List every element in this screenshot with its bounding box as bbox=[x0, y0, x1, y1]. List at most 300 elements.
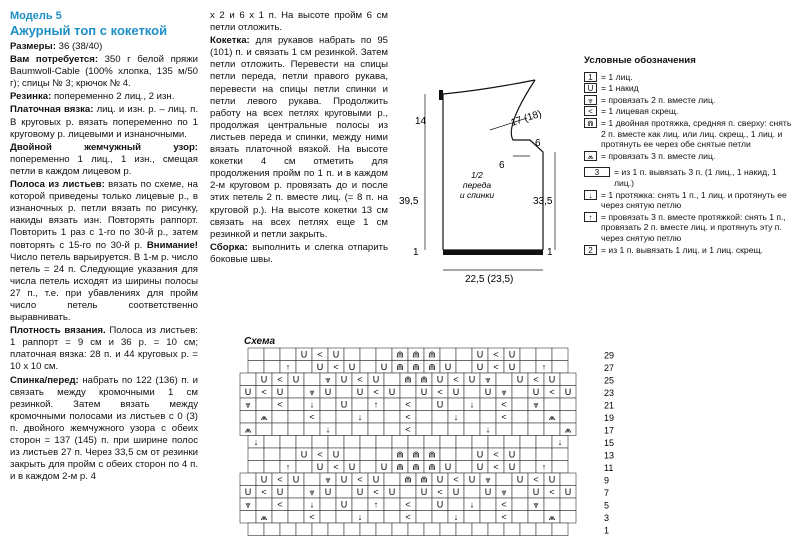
chart-cell bbox=[536, 523, 552, 536]
chart-symbol: < bbox=[493, 462, 499, 472]
chart-cell bbox=[328, 436, 344, 449]
chart-cell bbox=[320, 511, 336, 524]
chart-symbol: ⋒ bbox=[428, 462, 436, 472]
materials-paragraph: Вам потребуется: 350 г белой пряжи Baumwoll-Cable (100% хлопка, 135 м/50 г); спицы № 3; крючок № 4. bbox=[10, 54, 198, 90]
chart-cell bbox=[384, 411, 400, 424]
chart-cell bbox=[552, 523, 568, 536]
chart-cell bbox=[376, 523, 392, 536]
chart-cell bbox=[288, 511, 304, 524]
chart-cell bbox=[472, 436, 488, 449]
legend-text: = 1 двойная протяжка, средняя п. сверху: снять 2 п. вместе как лиц. или лиц. скрещ., 1 лиц. и протянуть ее через обе снятые петли bbox=[601, 117, 792, 150]
chart-cell bbox=[272, 511, 288, 524]
chart-symbol: U bbox=[276, 387, 284, 397]
chart-cell bbox=[512, 386, 528, 399]
chart-symbol: U bbox=[444, 362, 452, 372]
chart-symbol: ↑ bbox=[541, 362, 547, 372]
chart-cell bbox=[520, 361, 536, 374]
chart-symbol: ⋒ bbox=[404, 374, 412, 385]
chart-symbol: U bbox=[484, 387, 492, 397]
chart-cell bbox=[384, 498, 400, 511]
legend-item bbox=[584, 118, 796, 150]
chart-symbol: U bbox=[380, 462, 388, 472]
chart-symbol: ⋒ bbox=[412, 449, 420, 460]
dim-label: 6 bbox=[535, 138, 541, 149]
chart-symbol: < bbox=[437, 487, 443, 497]
chart-cell bbox=[560, 473, 576, 486]
chart-row-number: 27 bbox=[604, 363, 615, 373]
chart-row-number: 3 bbox=[604, 513, 610, 523]
chart-row-number: 29 bbox=[604, 350, 615, 361]
chart-cell bbox=[432, 511, 448, 524]
chart-symbol: < bbox=[453, 474, 459, 485]
chart-symbol: ↓ bbox=[253, 437, 259, 447]
chart-cell bbox=[440, 348, 456, 361]
chart-symbol: U bbox=[516, 374, 524, 385]
chart-symbol: ⩔ bbox=[533, 399, 539, 410]
chart-symbol: ⩔ bbox=[245, 399, 251, 410]
chart-cell bbox=[496, 423, 512, 436]
chart-cell bbox=[416, 498, 432, 511]
sizes-paragraph: Размеры: 36 (38/40) bbox=[10, 41, 103, 52]
chart-symbol: U bbox=[420, 487, 428, 497]
chart-cell bbox=[352, 398, 368, 411]
chart-cell bbox=[352, 423, 368, 436]
chart-symbol: < bbox=[277, 399, 283, 410]
chart-cell bbox=[432, 411, 448, 424]
legend-text: = 1 лиц. bbox=[601, 71, 633, 82]
chart-symbol: U bbox=[332, 349, 340, 360]
chart-symbol: ⩕ bbox=[260, 512, 268, 522]
chart-cell bbox=[288, 386, 304, 399]
legend-symbol-icon: < bbox=[584, 106, 597, 116]
chart-cell bbox=[280, 436, 296, 449]
chart-cell bbox=[504, 523, 520, 536]
chart-cell bbox=[384, 373, 400, 386]
dim-label: 6 bbox=[499, 160, 505, 171]
chart-cell bbox=[496, 473, 512, 486]
chart-symbol: ↓ bbox=[309, 499, 315, 510]
model-label: Модель 5 bbox=[10, 10, 62, 22]
top-rib bbox=[439, 90, 443, 100]
legend-symbol-icon: 3 bbox=[584, 167, 610, 177]
chart-cell bbox=[512, 511, 528, 524]
chart-cell bbox=[528, 423, 544, 436]
chart-cell bbox=[560, 511, 576, 524]
chart-cell bbox=[408, 436, 424, 449]
chart-cell bbox=[536, 436, 552, 449]
chart-symbol: ⋒ bbox=[428, 349, 436, 360]
legend-item bbox=[584, 212, 796, 244]
chart-symbol: ⩕ bbox=[548, 512, 556, 522]
chart-symbol: U bbox=[508, 462, 516, 472]
legend-text: = провязать 3 п. вместе протяжкой: снять 1 п., провязать 2 п. вместе лиц. и протянуть эту п. через снятую петлю bbox=[601, 211, 786, 243]
chart-cell bbox=[512, 486, 528, 499]
chart-symbol: < bbox=[357, 474, 363, 485]
legend-text: = 1 протяжка: снять 1 п., 1 лиц. и протянуть ее через снятую петлю bbox=[601, 189, 787, 211]
chart-cell bbox=[240, 373, 256, 386]
chart-symbol: U bbox=[508, 349, 516, 360]
chart-cell bbox=[520, 348, 536, 361]
chart-cell bbox=[456, 448, 472, 461]
chart-cell bbox=[336, 411, 352, 424]
chart-cell bbox=[392, 436, 408, 449]
chart-cell bbox=[560, 373, 576, 386]
legend-item bbox=[584, 151, 796, 162]
chart-symbol: < bbox=[549, 487, 555, 497]
chart-cell bbox=[416, 411, 432, 424]
chart-cell bbox=[344, 436, 360, 449]
chart-cell bbox=[536, 448, 552, 461]
chart-cell bbox=[288, 398, 304, 411]
chart-title: Схема bbox=[244, 336, 276, 347]
chart-cell bbox=[448, 398, 464, 411]
chart-symbol: U bbox=[340, 374, 348, 385]
chart-symbol: U bbox=[532, 487, 540, 497]
chart-symbol: U bbox=[516, 474, 524, 485]
chart-cell bbox=[256, 498, 272, 511]
garter-paragraph: Платочная вязка: лиц. и изн. р. – лиц. п. В круговых р. вязать попеременно по 1 круговому р. лицевыми и изнаночными. bbox=[10, 104, 198, 140]
chart-cell bbox=[296, 361, 312, 374]
legend-item bbox=[584, 245, 796, 256]
dim-label: 39,5 bbox=[399, 196, 419, 207]
chart-symbol: < bbox=[357, 374, 363, 385]
chart-cell bbox=[368, 423, 384, 436]
chart-symbol: ⩔ bbox=[485, 474, 491, 485]
chart-cell bbox=[512, 498, 528, 511]
chart-symbol: < bbox=[405, 499, 411, 510]
legend-symbol-icon: 2 bbox=[584, 245, 597, 255]
chart-cell bbox=[456, 348, 472, 361]
chart-symbol: ⋒ bbox=[396, 362, 404, 372]
chart-cell bbox=[400, 486, 416, 499]
chart-symbol: U bbox=[436, 374, 444, 385]
chart-symbol: ⋒ bbox=[412, 349, 420, 360]
page-title: Ажурный топ с кокеткой bbox=[10, 23, 168, 38]
chart-cell bbox=[272, 423, 288, 436]
chart-cell bbox=[512, 411, 528, 424]
chart-cell bbox=[560, 398, 576, 411]
chart-symbol: U bbox=[324, 387, 332, 397]
chart-cell bbox=[384, 423, 400, 436]
chart-cell bbox=[240, 511, 256, 524]
chart-cell bbox=[480, 498, 496, 511]
chart-symbol: ⩕ bbox=[244, 424, 252, 435]
continuation-paragraph: х 2 и 6 х 1 п. На высоте пройм 6 см петли отложить. bbox=[210, 10, 388, 34]
chart-cell bbox=[520, 461, 536, 474]
chart-row-number: 7 bbox=[604, 488, 610, 498]
chart-row-number: 11 bbox=[604, 463, 614, 473]
chart-cell bbox=[456, 523, 472, 536]
chart-symbol: ⩔ bbox=[309, 387, 315, 397]
dim-label: 17 (18) bbox=[509, 108, 544, 129]
chart-symbol: < bbox=[261, 387, 267, 397]
chart-cell bbox=[360, 348, 376, 361]
chart-symbol: < bbox=[373, 387, 379, 397]
chart-cell bbox=[528, 511, 544, 524]
chart-cell bbox=[488, 523, 504, 536]
chart-cell bbox=[520, 448, 536, 461]
chart-symbol: U bbox=[316, 362, 324, 372]
chart-cell bbox=[248, 461, 264, 474]
chart-symbol: < bbox=[501, 399, 507, 410]
chart-symbol: ⋒ bbox=[404, 474, 412, 485]
chart-symbol: U bbox=[340, 499, 348, 510]
chart-symbol: ↑ bbox=[373, 499, 379, 510]
chart-cell bbox=[384, 398, 400, 411]
chart-symbol: < bbox=[405, 412, 411, 422]
chart-symbol: U bbox=[532, 387, 540, 397]
chart-symbol: < bbox=[317, 349, 323, 360]
chart-cell bbox=[304, 473, 320, 486]
chart-symbol: < bbox=[405, 424, 411, 435]
chart-cell bbox=[552, 361, 568, 374]
chart-symbol: < bbox=[453, 374, 459, 385]
chart-cell bbox=[480, 411, 496, 424]
chart-cell bbox=[320, 411, 336, 424]
chart-cell bbox=[240, 411, 256, 424]
chart-symbol: U bbox=[356, 387, 364, 397]
chart-cell bbox=[456, 361, 472, 374]
chart-symbol: < bbox=[501, 499, 507, 510]
dim-label: 14 bbox=[415, 116, 427, 127]
chart-cell bbox=[384, 473, 400, 486]
chart-symbol: ⩔ bbox=[309, 487, 315, 497]
chart-symbol: U bbox=[508, 449, 516, 460]
chart-cell bbox=[376, 348, 392, 361]
chart-cell bbox=[280, 448, 296, 461]
sleeve-curve bbox=[443, 80, 535, 94]
chart-cell bbox=[256, 398, 272, 411]
chart-symbol: U bbox=[476, 462, 484, 472]
dim-label: 33,5 bbox=[533, 196, 553, 207]
chart-symbol: ⋒ bbox=[428, 449, 436, 460]
chart-cell bbox=[328, 523, 344, 536]
chart-symbol: < bbox=[493, 362, 499, 372]
chart-symbol: < bbox=[333, 362, 339, 372]
legend-item bbox=[584, 95, 796, 106]
chart-cell bbox=[240, 473, 256, 486]
leaf-paragraph: Полоса из листьев: вязать по схеме, на которой приведены только лицевые р., в изнаночных р. петли вязать по рисунку, накиды вязать изн. Повторять раппорт. Повторить 1 раз с 1-го по 30-й р., затем повторять с 15-го по 30-й р. Внимание! Число петель варьируется. В 1-м р. число петель = 24 п. Следующие указания для числа петель исходят из ширины полосы 27 п., т.е. при убавлениях для пройм число петель соответственно выравнивать. bbox=[10, 179, 198, 324]
chart-symbol: ⋒ bbox=[396, 449, 404, 460]
chart-symbol: < bbox=[261, 487, 267, 497]
chart-cell bbox=[464, 511, 480, 524]
chart-symbol: < bbox=[405, 399, 411, 410]
chart-symbol: ⋒ bbox=[420, 474, 428, 485]
chart-symbol: U bbox=[244, 487, 252, 497]
chart-cell bbox=[512, 398, 528, 411]
chart-row-number: 15 bbox=[604, 438, 615, 448]
rib-paragraph: Резинка: попеременно 2 лиц., 2 изн. bbox=[10, 91, 175, 103]
chart-cell bbox=[392, 523, 408, 536]
chart-cell bbox=[528, 411, 544, 424]
chart-cell bbox=[536, 348, 552, 361]
chart-symbol: U bbox=[300, 349, 308, 360]
chart-row-number: 17 bbox=[604, 425, 615, 436]
chart-cell bbox=[440, 436, 456, 449]
center-label-line: и спинки bbox=[459, 190, 495, 200]
dim-label: 1 bbox=[547, 247, 553, 258]
chart-symbol: U bbox=[388, 387, 396, 397]
chart-cell bbox=[272, 411, 288, 424]
chart-cell bbox=[296, 436, 312, 449]
chart-cell bbox=[288, 423, 304, 436]
chart-symbol: U bbox=[452, 487, 460, 497]
chart-symbol: U bbox=[260, 474, 268, 485]
chart-cell bbox=[248, 348, 264, 361]
chart-symbol: ↑ bbox=[373, 399, 379, 410]
chart-symbol: ↓ bbox=[485, 424, 491, 435]
chart-symbol: ↓ bbox=[557, 437, 563, 447]
chart-cell bbox=[496, 373, 512, 386]
chart-symbol: U bbox=[548, 474, 556, 485]
chart-symbol: U bbox=[436, 399, 444, 410]
chart-symbol: U bbox=[292, 374, 300, 385]
chart-cell bbox=[520, 436, 536, 449]
chart-symbol: ↑ bbox=[541, 462, 547, 472]
chart-cell bbox=[312, 523, 328, 536]
legend-item bbox=[584, 190, 796, 211]
chart-cell bbox=[488, 436, 504, 449]
chart-symbol: U bbox=[508, 362, 516, 372]
chart-symbol: ⋒ bbox=[412, 362, 420, 372]
chart-symbol: U bbox=[468, 474, 476, 485]
chart-symbol: U bbox=[348, 462, 356, 472]
chart-cell bbox=[368, 411, 384, 424]
chart-symbol: < bbox=[309, 512, 315, 522]
chart-cell bbox=[368, 511, 384, 524]
chart-symbol: < bbox=[277, 474, 283, 485]
chart-cell bbox=[264, 348, 280, 361]
chart-symbol: ↓ bbox=[469, 499, 475, 510]
chart-symbol: < bbox=[317, 449, 323, 460]
chart-symbol: ↓ bbox=[453, 412, 459, 422]
legend-symbol-icon: U bbox=[584, 83, 597, 93]
legend-title: Условные обозначения bbox=[584, 55, 696, 66]
chart-symbol: ⩔ bbox=[325, 474, 331, 485]
bottom-rib bbox=[443, 250, 543, 255]
chart-symbol: U bbox=[316, 462, 324, 472]
chart-cell bbox=[320, 398, 336, 411]
chart-cell bbox=[560, 411, 576, 424]
chart-cell bbox=[336, 386, 352, 399]
chart-row-number: 25 bbox=[604, 375, 615, 386]
chart-symbol: U bbox=[564, 487, 572, 497]
chart-symbol: < bbox=[493, 349, 499, 360]
chart-symbol: ↑ bbox=[285, 362, 291, 372]
chart-symbol: < bbox=[373, 487, 379, 497]
chart-cell bbox=[424, 436, 440, 449]
chart-symbol: ⋒ bbox=[396, 349, 404, 360]
chart-symbol: ↓ bbox=[325, 424, 331, 435]
chart-cell bbox=[504, 436, 520, 449]
chart-cell bbox=[448, 498, 464, 511]
chart-symbol: ⩔ bbox=[501, 387, 507, 397]
chart-symbol: ↓ bbox=[469, 399, 475, 410]
legend-symbol-icon: ↓ bbox=[584, 190, 597, 200]
chart-cell bbox=[544, 423, 560, 436]
chart-symbol: U bbox=[244, 387, 252, 397]
chart-symbol: ⋒ bbox=[412, 462, 420, 472]
legend-symbol-icon: 1 bbox=[584, 72, 597, 82]
chart-symbol: U bbox=[468, 374, 476, 385]
assembly-paragraph: Сборка: выполнить и слегка отпарить боковые швы. bbox=[210, 241, 388, 265]
chart-symbol: U bbox=[372, 374, 380, 385]
chart-cell bbox=[544, 398, 560, 411]
chart-row-number: 1 bbox=[604, 525, 610, 536]
chart-cell bbox=[464, 411, 480, 424]
chart-cell bbox=[456, 461, 472, 474]
chart-cell bbox=[552, 348, 568, 361]
legend-symbol-icon: ⋒ bbox=[584, 118, 597, 128]
chart-symbol: < bbox=[533, 474, 539, 485]
chart-symbol: U bbox=[372, 474, 380, 485]
chart-symbol: < bbox=[277, 499, 283, 510]
chart-cell bbox=[296, 523, 312, 536]
instructions-column-2 bbox=[210, 10, 388, 267]
chart-symbol: U bbox=[340, 399, 348, 410]
density-paragraph: Плотность вязания. Полоса из листьев: 1 раппорт = 9 см и 36 р. = 10 см; платочная вязка: 28 п. и 44 круговых р. = 10 х 10 см. bbox=[10, 325, 198, 373]
chart-cell bbox=[464, 423, 480, 436]
chart-symbol: ↓ bbox=[357, 512, 363, 522]
chart-cell bbox=[248, 361, 264, 374]
legend-symbol-icon: ⩔ bbox=[584, 95, 597, 105]
chart-cell bbox=[520, 523, 536, 536]
dim-label: 1 bbox=[413, 247, 419, 258]
legend-text: = из 1 п. вывязать 1 лиц. и 1 лиц. скрещ. bbox=[601, 244, 763, 255]
chart-symbol: < bbox=[501, 512, 507, 522]
chart-symbol: U bbox=[388, 487, 396, 497]
chart-row-number: 23 bbox=[604, 388, 615, 398]
chart-symbol: U bbox=[564, 387, 572, 397]
chart-symbol: U bbox=[444, 462, 452, 472]
chart-symbol: < bbox=[277, 374, 283, 385]
legend-text: = 1 лицевая скрещ. bbox=[601, 106, 679, 117]
chart-symbol: U bbox=[356, 487, 364, 497]
chart-symbol: U bbox=[548, 374, 556, 385]
back-front-paragraph: Спинка/перед: набрать по 122 (136) п. и связать между кромочными 1 см резинкой. Затем вязать между кромочными полосами из листьев с 0 (3) п. двойного жемчужного узора с обеих сторон = 137 (145) п. при ширине полос из листьев 27 п. Через 33,5 см от резинки закрыть для пройм с обеих сторон по 4 п. и в каждом 2-м р. 4 bbox=[10, 374, 198, 483]
chart-symbol: U bbox=[484, 487, 492, 497]
chart-cell bbox=[296, 461, 312, 474]
chart-cell bbox=[376, 448, 392, 461]
chart-symbol: < bbox=[493, 449, 499, 460]
chart-row-number: 19 bbox=[604, 413, 615, 423]
chart-row-number: 9 bbox=[604, 475, 610, 486]
garment-center-label bbox=[460, 170, 494, 200]
chart-cell bbox=[288, 411, 304, 424]
chart-cell bbox=[464, 386, 480, 399]
chart-symbol: ↓ bbox=[453, 512, 459, 522]
chart-cell bbox=[344, 348, 360, 361]
legend-item bbox=[584, 72, 796, 83]
chart-symbol: U bbox=[292, 474, 300, 485]
chart-symbol: U bbox=[476, 349, 484, 360]
chart-cell bbox=[384, 511, 400, 524]
chart-cell bbox=[344, 523, 360, 536]
chart-cell bbox=[512, 423, 528, 436]
chart-cell bbox=[248, 523, 264, 536]
chart-symbol: U bbox=[420, 387, 428, 397]
chart-cell bbox=[264, 436, 280, 449]
chart-cell bbox=[248, 448, 264, 461]
chart-cell bbox=[464, 486, 480, 499]
chart-cell bbox=[256, 423, 272, 436]
chart-cell bbox=[376, 436, 392, 449]
chart-symbol: U bbox=[436, 474, 444, 485]
chart-symbol: ⩔ bbox=[533, 499, 539, 510]
chart-cell bbox=[432, 423, 448, 436]
chart-cell bbox=[352, 498, 368, 511]
chart-cell bbox=[360, 436, 376, 449]
